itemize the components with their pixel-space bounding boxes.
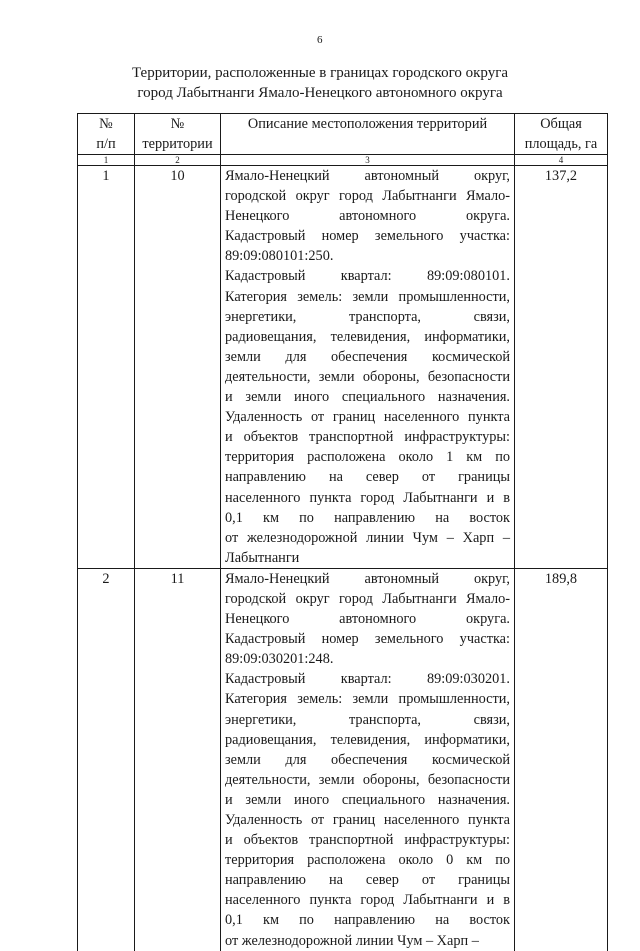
description-line: направлению на север от границы — [225, 469, 510, 486]
description-line: Кадастровый номер земельного участка: — [225, 228, 510, 245]
header-index: № п/п — [78, 114, 135, 155]
description-line: городской округ город Лабытнанги Ямало- — [225, 188, 510, 205]
description-line: населенного пункта город Лабытнанги и в — [225, 489, 510, 506]
description-line: и земли иного специального назначения. — [225, 389, 510, 406]
title-line-1: Территории, расположенные в границах городского округа — [131, 65, 509, 81]
header-area: Общая площадь, га — [515, 114, 608, 155]
description-line: 89:09:030201:248. — [225, 651, 334, 668]
description-line: деятельности, земли обороны, безопасности — [225, 368, 510, 385]
description-line: энергетики, транспорта, связи, — [225, 308, 510, 325]
description-line: населенного пункта город Лабытнанги и в — [225, 892, 510, 909]
territories-table — [77, 113, 608, 951]
header-description: Описание местоположения территорий — [221, 114, 515, 155]
column-number: 2 — [135, 155, 221, 166]
description-line: и объектов транспортной инфраструктуры: — [225, 832, 510, 849]
header-territory-number: № территории — [135, 114, 221, 155]
description-line: Категория земель: земли промышленности, — [225, 288, 510, 305]
description-line: земли для обеспечения космической — [225, 348, 510, 365]
description-line: территория расположена около 1 км по — [225, 449, 510, 466]
description-line: территория расположена около 0 км по — [225, 852, 510, 869]
description-line: от железнодорожной линии Чум – Харп – — [225, 932, 479, 949]
description-line: Кадастровый номер земельного участка: — [225, 631, 510, 648]
row-index: 1 — [78, 166, 135, 569]
description-line: направлению на север от границы — [225, 872, 510, 889]
description-line: Ненецкого автономного округа. — [225, 611, 510, 628]
description-line: энергетики, транспорта, связи, — [225, 711, 510, 728]
column-number-row — [78, 155, 608, 166]
description-line: и объектов транспортной инфраструктуры: — [225, 429, 510, 446]
page-number: 6 — [317, 34, 323, 46]
title-line-2: город Лабытнанги Ямало-Ненецкого автономного округа — [137, 85, 503, 101]
description-line: 0,1 км по направлению на восток — [225, 912, 510, 929]
column-number: 1 — [78, 155, 135, 166]
territory-description — [221, 166, 515, 569]
table-header-row — [78, 114, 608, 155]
description-line: Ямало-Ненецкий автономный округ, — [225, 570, 510, 587]
description-line: от железнодорожной линии Чум – Харп – — [225, 529, 510, 546]
description-line: Кадастровый квартал: 89:09:030201. — [225, 671, 510, 688]
total-area: 189,8 — [515, 568, 608, 950]
description-line: и земли иного специального назначения. — [225, 791, 510, 808]
description-line: Категория земель: земли промышленности, — [225, 691, 510, 708]
description-line: 89:09:080101:250. — [225, 248, 334, 265]
description-line: Ненецкого автономного округа. — [225, 208, 510, 225]
description-line: Ямало-Ненецкий автономный округ, — [225, 168, 510, 184]
description-line: 0,1 км по направлению на восток — [225, 509, 510, 526]
column-number: 3 — [221, 155, 515, 166]
description-line: радиовещания, телевидения, информатики, — [225, 731, 510, 748]
table-row — [78, 166, 608, 569]
document-title — [0, 63, 640, 103]
total-area: 137,2 — [515, 166, 608, 569]
territory-description — [221, 568, 515, 950]
description-line: земли для обеспечения космической — [225, 751, 510, 768]
description-line: Кадастровый квартал: 89:09:080101. — [225, 268, 510, 285]
description-line: Удаленность от границ населенного пункта — [225, 409, 510, 426]
row-index: 2 — [78, 568, 135, 950]
territory-number: 10 — [135, 166, 221, 569]
description-line: городской округ город Лабытнанги Ямало- — [225, 590, 510, 607]
table-row — [78, 568, 608, 950]
territory-number: 11 — [135, 568, 221, 950]
description-line: Лабытнанги — [225, 549, 300, 566]
description-line: деятельности, земли обороны, безопасности — [225, 771, 510, 788]
description-line: Удаленность от границ населенного пункта — [225, 812, 510, 828]
description-line: радиовещания, телевидения, информатики, — [225, 328, 510, 345]
column-number: 4 — [515, 155, 608, 166]
